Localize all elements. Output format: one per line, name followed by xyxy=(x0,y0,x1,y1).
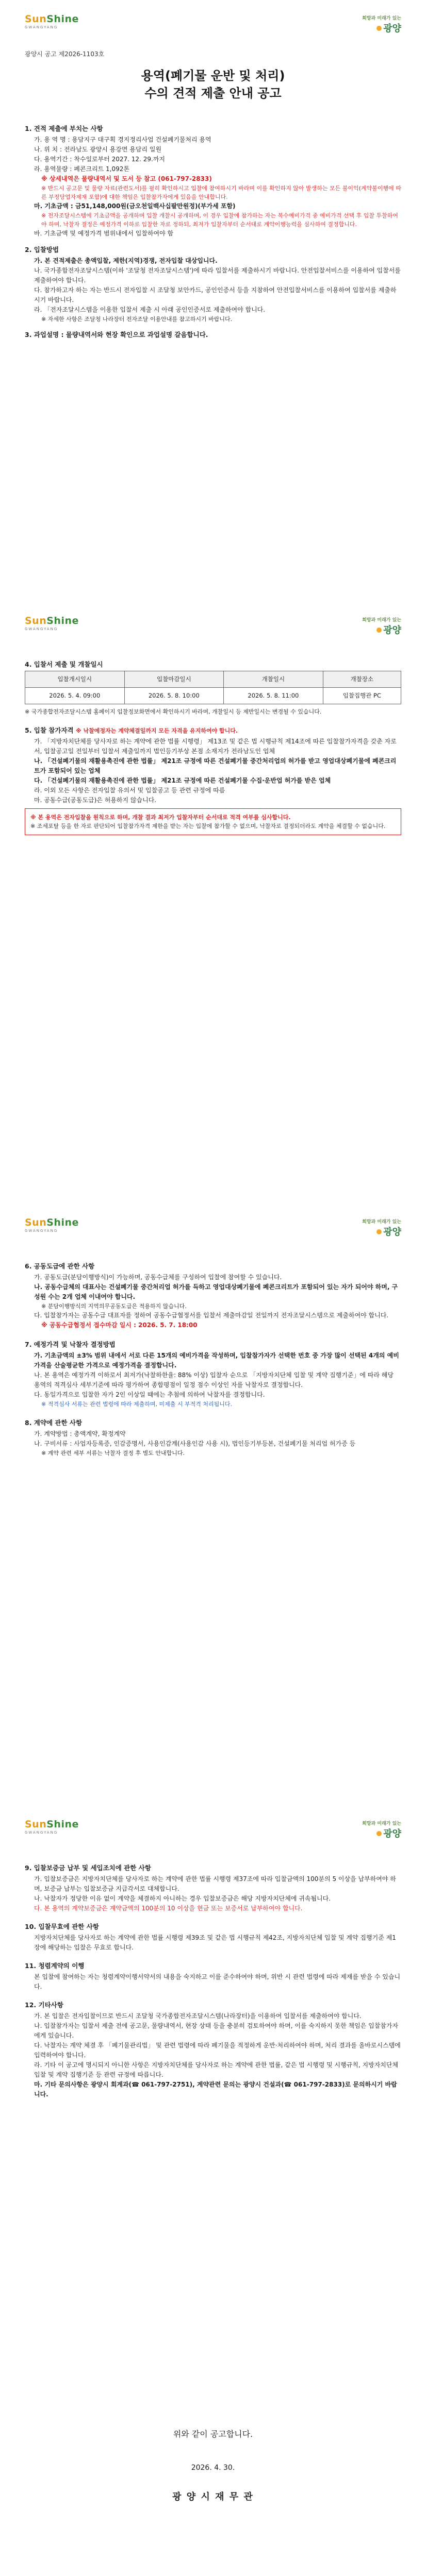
section-9-12: 9. 입찰보증금 납부 및 세입조치에 관한 사항 가. 입찰보증금은 지방자치단체를 당사자로 하는 계약에 관한 법률 시행령 제37조에 따라 입찰금액의 100분의 5 이상을 납부하여야 하며, 보증금 납부는 입찰보증금 지급각서로 대체합니다. 나. 낙찰자가 정당한 이유 없이 계약을 체결하지 아니하는 경우 입찰보증금은 해당 지방자치단체에 귀속됩니다. 다. 본 용역의 계약보증금은 계약금액의 100분의 10 이상을 현금 또는 보증서로 납부하여야 합니다. 10. 입찰무효에 관한 사항 지방자치단체를 당사자로 하는 계약에 관한 법률 시행령 제39조 및 같은 법 시행규칙 제42조, 지방자치단체 입찰 및 계약 집행기준 제1장에 해당하는 입찰은 무효로 합니다. 11. 청렴계약의 이행 본 입찰에 참여하는 자는 청렴계약이행서약서의 내용을 숙지하고 이를 준수하여야 하며, 위반 시 관련 법령에 따라 제재를 받을 수 있습니다. 12. 기타사항 가. 본 입찰은 전자입찰이므로 반드시 조달청 국가종합전자조달시스템(나라장터)을 이용하여 입찰서를 제출하여야 합니다. 나. 입찰참가자는 입찰서 제출 전에 공고문, 물량내역서, 현장 상태 등을 충분히 검토하여야 하며, 이를 숙지하지 못한 책임은 입찰참가자에게 있습니다. 다. 낙찰자는 계약 체결 후 「폐기물관리법」 및 관련 법령에 따라 폐기물을 적정하게 운반·처리하여야 하며, 처리 결과를 올바로시스템에 입력하여야 합니다. 라. 기타 이 공고에 명시되지 아니한 사항은 지방자치단체를 당사자로 하는 계약에 관한 법률, 같은 법 시행령 및 시행규칙, 지방자치단체 입찰 및 계약 집행기준 등 관련 규정에 따릅니다. 마. 기타 문의사항은 광양시 회계과(☎ 061-797-2751), 계약관련 문의는 광양시 건설과(☎ 061-797-2833)로 문의하시기 바랍니다. xyxy=(25,1864,401,2098)
gwangyang-city-logo: 희망과 미래가 있는 광양 xyxy=(362,1219,401,1238)
section-6-8: 6. 공동도급에 관한 사항 가. 공동도급(분담이행방식)이 가능하며, 공동수급체를 구성하여 입찰에 참여할 수 있습니다. 나. 공동수급체의 대표사는 건설폐기물 중간처리업 허가를 득하고 영업대상폐기물에 폐콘크리트가 포함되어 있는 자가 되어야 하며, 구성원 수는 2개 업체 이내여야 합니다. ※ 분담이행방식의 지역의무공동도급은 적용하지 않습니다. 다. 입찰참가자는 공동수급 대표자를 정하여 공동수급협정서를 입찰서 제출마감일 전일까지 전자조달시스템으로 제출하여야 합니다. ※ 공동수급협정서 접수마감 일시 : 2026. 5. 7. 18:00 7. 예정가격 및 낙찰자 결정방법 가. 기초금액의 ±3% 범위 내에서 서로 다른 15개의 예비가격을 작성하며, 입찰참가자가 선택한 번호 중 가장 많이 선택된 4개의 예비가격을 산술평균한 가격으로 예정가격을 결정합니다. 나. 본 용역은 예정가격 이하로서 최저가(낙찰하한율: 88% 이상) 입찰자 순으로 「지방자치단체 입찰 및 계약 집행기준」에 따라 해당 용역의 적격심사 세부기준에 따라 평가하여 종합평점이 일정 점수 이상인 자를 낙찰자로 결정합니다. 다. 동일가격으로 입찰한 자가 2인 이상일 때에는 추첨에 의하여 낙찰자를 결정합니다. ※ 적격심사 서류는 관련 법령에 따라 제출하며, 미제출 시 부적격 처리됩니다. 8. 계약에 관한 사항 가. 계약방법 : 총액계약, 확정계약 나. 구비서류 : 사업자등록증, 인감증명서, 사용인감계(사용인감 사용 시), 법인등기부등본, 건설폐기물 처리업 허가증 등 ※ 계약 관련 세부 서류는 낙찰자 결정 후 별도 안내합니다. xyxy=(25,1262,399,1456)
closing-statement: 위와 같이 공고합니다. xyxy=(173,2429,253,2439)
page-header xyxy=(25,1217,401,1244)
section-1: 1. 견적 제출에 부치는 사항 가. 용 역 명 : 용담지구 대구획 경지정리사업 건설폐기물처리 용역 나. 위 치 : 전라남도 광양시 용강면 용담리 일원 다. 용역기간 : 착수일로부터 2027. 12. 29.까지 라. 용역물량 : 폐콘크리트 1,092톤 ※ 상세내역은 물량내역서 및 도서 등 참고 (061-797-2833) ※ 반드시 공고문 및 물량 자료(관련도서)를 필히 확인하시고 입찰에 참여하시기 바라며 이를 확인하지 않아 발생하는 모든 불이익(계약불이행에 따른 부정당업자제재 포함)에 대한 책임은 입찰참가자에게 있음을 안내합니다. 마. 기초금액 : 금51,148,000원(금오천일백사십팔만원정)(부가세 포함) ※ 전자조달시스템에 기초금액을 공개하며 입찰 개찰시 공개하며, 이 경우 입찰에 참가하는 자는 복수예비가격 중 예비가격 선택 후 입찰 투찰하여야 하며, 낙찰자 결정은 예정가격 이하로 입찰한 자로 정하되, 최저가 입찰자부터 순서대로 계약이행능력을 심사하여 결정합니다. 바. 기초금액 및 예정가격 범위내에서 입찰하여야 함 2. 입찰방법 가. 본 견적제출은 총액입찰, 제한(지역)경쟁, 전자입찰 대상입니다. 나. 국가종합전자조달시스템(이하 '조달청 전자조달시스템')에 따라 입찰서를 제출하시기 바랍니다. 안전입찰서비스를 이용하여 입찰서를 제출하여야 합니다. 다. 참가하고자 하는 자는 반드시 전자입찰 시 조달청 보안카드, 공인인증서 등을 지참하여 안전입찰서비스를 이용하여 입찰서를 제출하시기 바랍니다. 라. 「전자조달시스템을 이용한 입찰서 제출 시 아래 공인인증서로 제출하여야 합니다. ※ 자세한 사항은 조달청 나라장터 전자조달 이용안내를 참고하시기 바랍니다. 3. 과업설명 : 물량내역서와 현장 확인으로 과업설명 갈음합니다. xyxy=(25,125,401,338)
notice-date: 2026. 4. 30. xyxy=(191,2464,235,2472)
sunshine-logo: SunShine GWANGYANG xyxy=(25,1819,79,1835)
sun-icon xyxy=(376,26,382,31)
page-3 xyxy=(0,1204,426,1805)
gwangyang-city-logo: 희망과 미래가 있는 광양 xyxy=(362,16,401,34)
section-4: 4. 입찰서 제출 및 개찰일시 입찰개시일시 입찰마감일시 개찰일시 개찰장소 2026. 5. 4. 09:00 2026. 5. 8. 10:00 2026. 5. 8. 11:00 입찰집행관 PC ※ 국가종합전자조달시스템 홈페이지 입찰정보화면에서 확인하시기 바라며, 개찰일시 등 제반일시는 변경될 수 있습니다. 5. 입찰 참가자격 ※ 낙찰예정자는 계약체결일까지 모든 자격을 유지하여야 합니다. 가. 「지방자치단체를 당사자로 하는 계약에 관한 법률 시행령」 제13조 및 같은 법 시행규칙 제14조에 따른 입찰참가자격을 갖춘 자로서, 입찰공고일 전일부터 입찰서 제출일까지 법인등기부상 본점 소재지가 전라남도인 업체 나. 「건설폐기물의 재활용촉진에 관한 법률」 제21조 규정에 따른 건설폐기물 중간처리업의 허가를 받고 영업대상폐기물에 폐콘크리트가 포함되어 있는 업체 다. 「건설폐기물의 재활용촉진에 관한 법률」 제21조 규정에 따른 건설폐기물 수집·운반업 허가를 받은 업체 라. 이외 모든 사항은 전자입찰 유의서 및 입찰공고 등 관련 규정에 따름 마. 공동수급(공동도급)은 허용하지 않습니다. ※ 본 용역은 전자입찰을 원칙으로 하며, 개찰 결과 최저가 입찰자부터 순서대로 적격 여부를 심사합니다. ※ 조세포탈 등을 한 자로 판단되어 입찰참가자격 제한을 받는 자는 입찰에 참가할 수 없으며, 낙찰자로 결정되더라도 계약을 체결할 수 없습니다. xyxy=(25,653,401,835)
page-header xyxy=(25,1819,401,1845)
sun-icon xyxy=(376,628,382,633)
page-2 xyxy=(0,602,426,1204)
page-header xyxy=(25,615,401,642)
sun-icon xyxy=(376,1229,382,1234)
issuer: 광 양 시 재 무 관 xyxy=(172,2492,254,2502)
sunshine-logo: SunShine GWANGYANG xyxy=(25,615,79,631)
notice-box: ※ 본 용역은 전자입찰을 원칙으로 하며, 개찰 결과 최저가 입찰자부터 순서대로 적격 여부를 심사합니다. ※ 조세포탈 등을 한 자로 판단되어 입찰참가자격 제한을 받는 자는 입찰에 참가할 수 없으며, 낙찰자로 결정되더라도 계약을 체결할 수 없습니다. xyxy=(25,808,401,835)
sunshine-logo: SunShine GWANGYANG xyxy=(25,1217,79,1233)
gwangyang-city-logo: 희망과 미래가 있는 광양 xyxy=(362,618,401,636)
gwangyang-city-logo: 희망과 미래가 있는 광양 xyxy=(362,1821,401,1839)
page-header xyxy=(25,13,401,40)
page-5 xyxy=(0,2407,426,2576)
page-4 xyxy=(0,1805,426,2407)
bid-schedule-table: 입찰개시일시 입찰마감일시 개찰일시 개찰장소 2026. 5. 4. 09:00 2026. 5. 8. 10:00 2026. 5. 8. 11:00 입찰집행관 PC xyxy=(25,671,401,704)
page-title: 용역(폐기물 운반 및 처리) 수의 견적 제출 안내 공고 xyxy=(141,69,285,100)
sun-icon xyxy=(376,1831,382,1836)
page-1 xyxy=(0,0,426,602)
sunshine-logo: SunShine GWANGYANG xyxy=(25,13,79,29)
notice-number: 광양시 공고 제2026-1103호 xyxy=(25,50,105,58)
